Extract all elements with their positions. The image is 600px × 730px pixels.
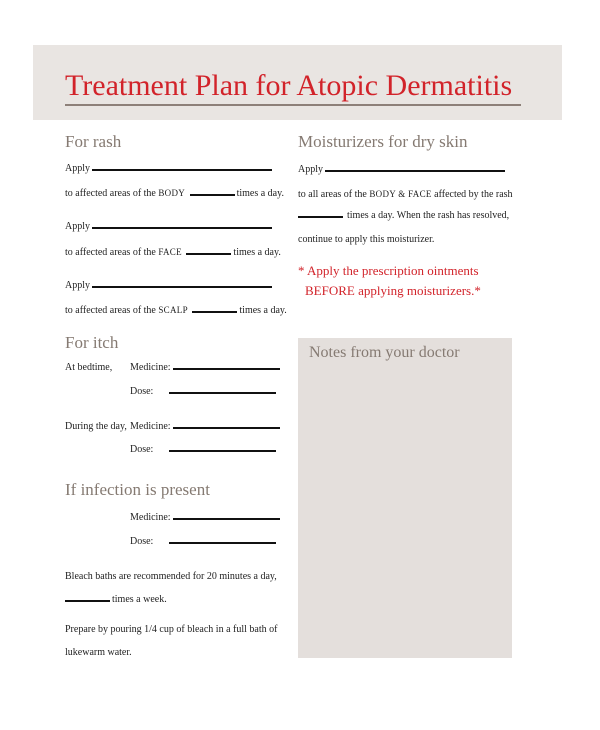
text: times a day. When the rash has resolved,: [347, 210, 510, 221]
text: to all areas of the: [298, 189, 367, 200]
blank-field[interactable]: [92, 169, 272, 171]
prep-text-2: lukewarm water.: [65, 647, 132, 658]
blank-field[interactable]: [169, 392, 276, 394]
moist-line3: continue to apply this moisturizer.: [298, 234, 435, 245]
rash-scalp-line: [65, 304, 287, 317]
apply-label: Apply: [65, 221, 90, 232]
text: times a day.: [233, 247, 281, 258]
medicine-label: Medicine:: [130, 512, 171, 523]
rash-body-line: [65, 187, 284, 200]
rash-apply-body: [65, 163, 274, 175]
text: to affected areas of the: [65, 188, 156, 199]
dose-label: Dose:: [130, 386, 154, 397]
rash-face-line: [65, 246, 281, 259]
text: to affected areas of the: [65, 305, 156, 316]
area-label: BODY & FACE: [369, 189, 432, 199]
blank-field[interactable]: [92, 227, 272, 229]
infection-dose: [130, 536, 278, 548]
blank-field[interactable]: [92, 286, 272, 288]
rash-apply-face: [65, 221, 274, 233]
blank-field[interactable]: [192, 311, 237, 313]
area-label: FACE: [158, 247, 182, 257]
text: times a day.: [239, 305, 287, 316]
blank-field[interactable]: [325, 170, 505, 172]
warning-line1: * Apply the prescription ointments: [298, 263, 479, 278]
infection-medicine: [130, 512, 282, 524]
moist-line1: [298, 188, 513, 201]
notes-heading: Notes from your doctor: [309, 344, 460, 361]
blank-field[interactable]: [190, 194, 235, 196]
blank-field[interactable]: [173, 368, 280, 370]
dose-label: Dose:: [130, 444, 154, 455]
moist-line2: [298, 210, 509, 222]
itch-bedtime-label: At bedtime,: [65, 362, 113, 373]
bleach-text: Bleach baths are recommended for 20 minutes a day,: [65, 571, 277, 582]
area-label: SCALP: [158, 305, 188, 315]
area-label: BODY: [158, 188, 186, 198]
dose-label: Dose:: [130, 536, 154, 547]
bleach-times: [65, 594, 167, 606]
rash-heading: For rash: [65, 132, 122, 151]
medicine-label: Medicine:: [130, 362, 171, 373]
itch-bedtime-medicine: [130, 362, 282, 374]
medicine-label: Medicine:: [130, 421, 171, 432]
blank-field[interactable]: [169, 450, 276, 452]
blank-field[interactable]: [169, 542, 276, 544]
blank-field[interactable]: [186, 253, 231, 255]
itch-bedtime-dose: [130, 386, 278, 398]
blank-field[interactable]: [173, 518, 280, 520]
text: times a week.: [112, 594, 167, 605]
text: affected by the rash: [434, 189, 513, 200]
blank-field[interactable]: [298, 216, 343, 218]
text: times a day.: [236, 188, 284, 199]
itch-day-label: During the day,: [65, 421, 127, 432]
itch-heading: For itch: [65, 333, 119, 352]
infection-heading: If infection is present: [65, 480, 210, 499]
title-divider: [65, 104, 521, 106]
itch-day-medicine: [130, 421, 282, 433]
apply-label: Apply: [65, 163, 90, 174]
doctor-notes-box[interactable]: [298, 338, 512, 658]
apply-label: Apply: [298, 164, 323, 175]
warning-line2: BEFORE applying moisturizers.*: [305, 283, 481, 298]
blank-field[interactable]: [65, 600, 110, 602]
blank-field[interactable]: [173, 427, 280, 429]
page-title: Treatment Plan for Atopic Dermatitis: [65, 69, 513, 102]
apply-label: Apply: [65, 280, 90, 291]
moist-apply: [298, 164, 507, 176]
prep-text: Prepare by pouring 1/4 cup of bleach in a full bath of: [65, 624, 278, 635]
rash-apply-scalp: [65, 280, 274, 292]
header-banner: [33, 45, 562, 120]
moisturizer-heading: Moisturizers for dry skin: [298, 132, 468, 151]
text: to affected areas of the: [65, 247, 156, 258]
itch-day-dose: [130, 444, 278, 456]
